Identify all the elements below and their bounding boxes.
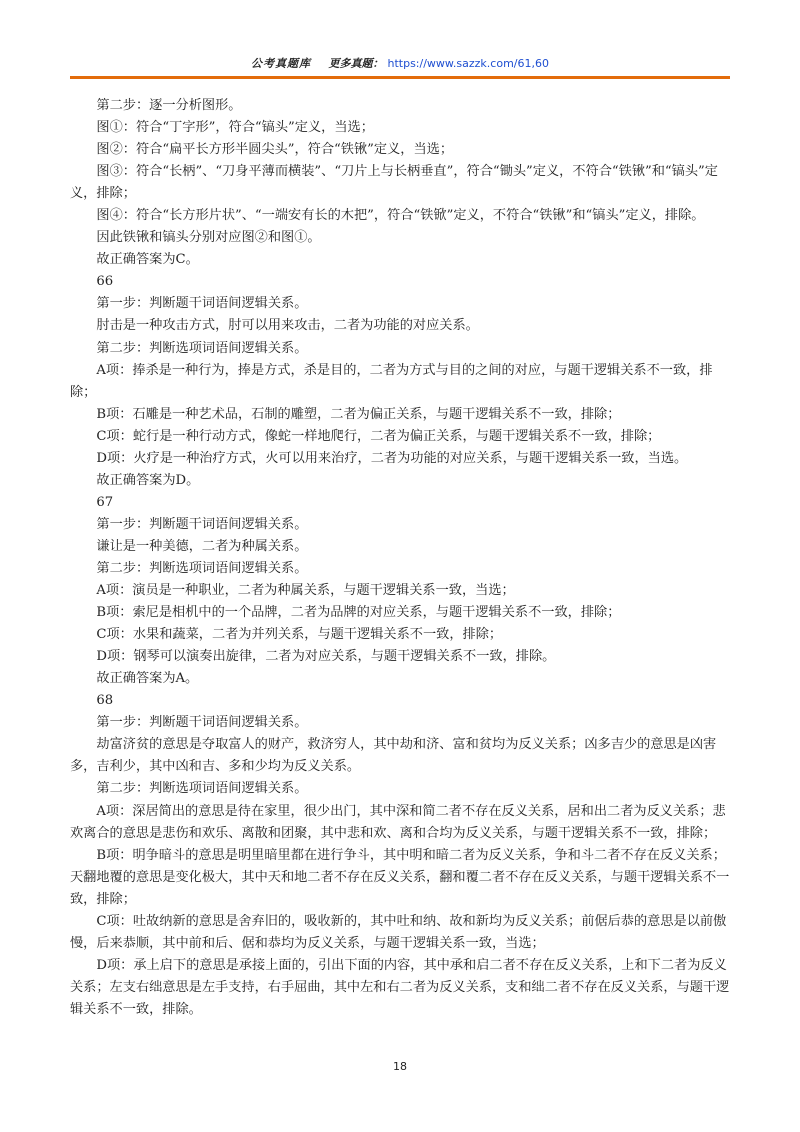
option-c: C项：蛇行是一种行动方式，像蛇一样地爬行，二者为偏正关系，与题干逻辑关系不一致，排除； <box>96 428 661 444</box>
paragraph: 图④：符合“长方形片状”、“一端安有长的木把”，符合“铁锨”定义，不符合“铁锹”和“镐头”定义，排除。 <box>96 208 705 224</box>
paragraph: 第一步：判断题干词语间逻辑关系。 <box>96 715 308 731</box>
header-more-label: 更多真题： <box>328 57 384 70</box>
answer-line: 故正确答案为D。 <box>96 472 200 488</box>
paragraph: 第二步：判断选项词语间逻辑关系。 <box>96 781 308 797</box>
option-b: B项：索尼是相机中的一个品牌，二者为品牌的对应关系，与题干逻辑关系不一致，排除； <box>96 605 621 621</box>
option-d: D项：火疗是一种治疗方式，火可以用来治疗，二者为功能的对应关系，与题干逻辑关系一致，当选。 <box>96 450 688 466</box>
paragraph: 图①：符合“丁字形”，符合“镐头”定义，当选； <box>96 120 374 136</box>
paragraph: 肘击是一种攻击方式，肘可以用来攻击，二者为功能的对应关系。 <box>96 318 479 334</box>
paragraph: 第二步：逐一分析图形。 <box>96 98 242 113</box>
header-url-link[interactable]: https://www.sazzk.com/61,60 <box>387 57 549 70</box>
option-b: B项：石雕是一种艺术品，石制的雕塑，二者为偏正关系，与题干逻辑关系不一致，排除； <box>96 406 621 422</box>
option-a: A项：演员是一种职业，二者为种属关系，与题干逻辑关系一致，当选； <box>96 583 515 599</box>
header-brand: 公考真题库 <box>251 57 311 70</box>
option-c: C项：吐故纳新的意思是舍弃旧的，吸收新的，其中吐和纳、故和新均为反义关系；前倨后恭的意思是以前傲慢，后来恭顺，其中前和后、倨和恭均为反义关系，与题干逻辑关系一致，当选； <box>70 913 727 951</box>
paragraph: 第一步：判断题干词语间逻辑关系。 <box>96 296 308 312</box>
paragraph: 劫富济贫的意思是夺取富人的财产，救济穷人，其中劫和济、富和贫均为反义关系；凶多吉少的意思是凶害多，吉利少，其中凶和吉、多和少均为反义关系。 <box>70 737 717 775</box>
page-header <box>0 53 800 75</box>
option-a: A项：深居简出的意思是待在家里，很少出门，其中深和简二者不存在反义关系，居和出二者为反义关系；悲欢离合的意思是悲伤和欢乐、离散和团聚，其中悲和欢、离和合均为反义关系，与题干逻辑关系不一致，排除； <box>70 803 726 841</box>
paragraph: 谦让是一种美德，二者为种属关系。 <box>96 538 308 554</box>
page-number: 18 <box>393 1060 407 1073</box>
paragraph: 图②：符合“扁平长方形半圆尖头”，符合“铁锹”定义，当选； <box>96 142 454 158</box>
paragraph: 图③：符合“长柄”、“刀身平薄而横装”、“刀片上与长柄垂直”，符合“锄头”定义，不符合“铁锹”和“镐头”定义，排除； <box>70 164 718 202</box>
document-body <box>70 95 730 1021</box>
answer-line: 故正确答案为C。 <box>96 252 199 268</box>
option-c: C项：水果和蔬菜，二者为并列关系，与题干逻辑关系不一致，排除； <box>96 627 503 643</box>
paragraph: 第二步：判断选项词语间逻辑关系。 <box>96 560 308 576</box>
option-d: D项：承上启下的意思是承接上面的，引出下面的内容，其中承和启二者不存在反义关系，上和下二者为反义关系；左支右绌意思是左手支持，右手屈曲，其中左和右二者为反义关系，支和绌二者不存在反义关系，与题干逻辑关系不一致，排除。 <box>70 957 730 1017</box>
option-a: A项：捧杀是一种行为，捧是方式，杀是目的，二者为方式与目的之间的对应，与题干逻辑关系不一致，排除； <box>70 362 713 400</box>
header-divider <box>70 76 730 79</box>
paragraph: 第二步：判断选项词语间逻辑关系。 <box>96 340 308 356</box>
question-number: 68 <box>96 693 114 709</box>
paragraph: 因此铁锹和镐头分别对应图②和图①。 <box>96 230 321 246</box>
option-d: D项：钢琴可以演奏出旋律，二者为对应关系，与题干逻辑关系不一致，排除。 <box>96 649 556 665</box>
answer-line: 故正确答案为A。 <box>96 671 199 687</box>
question-number: 66 <box>96 274 114 290</box>
paragraph: 第一步：判断题干词语间逻辑关系。 <box>96 516 308 532</box>
option-b: B项：明争暗斗的意思是明里暗里都在进行争斗，其中明和暗二者为反义关系，争和斗二者不存在反义关系；天翻地覆的意思是变化极大，其中天和地二者不存在反义关系，翻和覆二者不存在反义关系，与题干逻辑关系不一致，排除； <box>70 847 730 907</box>
question-number: 67 <box>96 494 114 510</box>
